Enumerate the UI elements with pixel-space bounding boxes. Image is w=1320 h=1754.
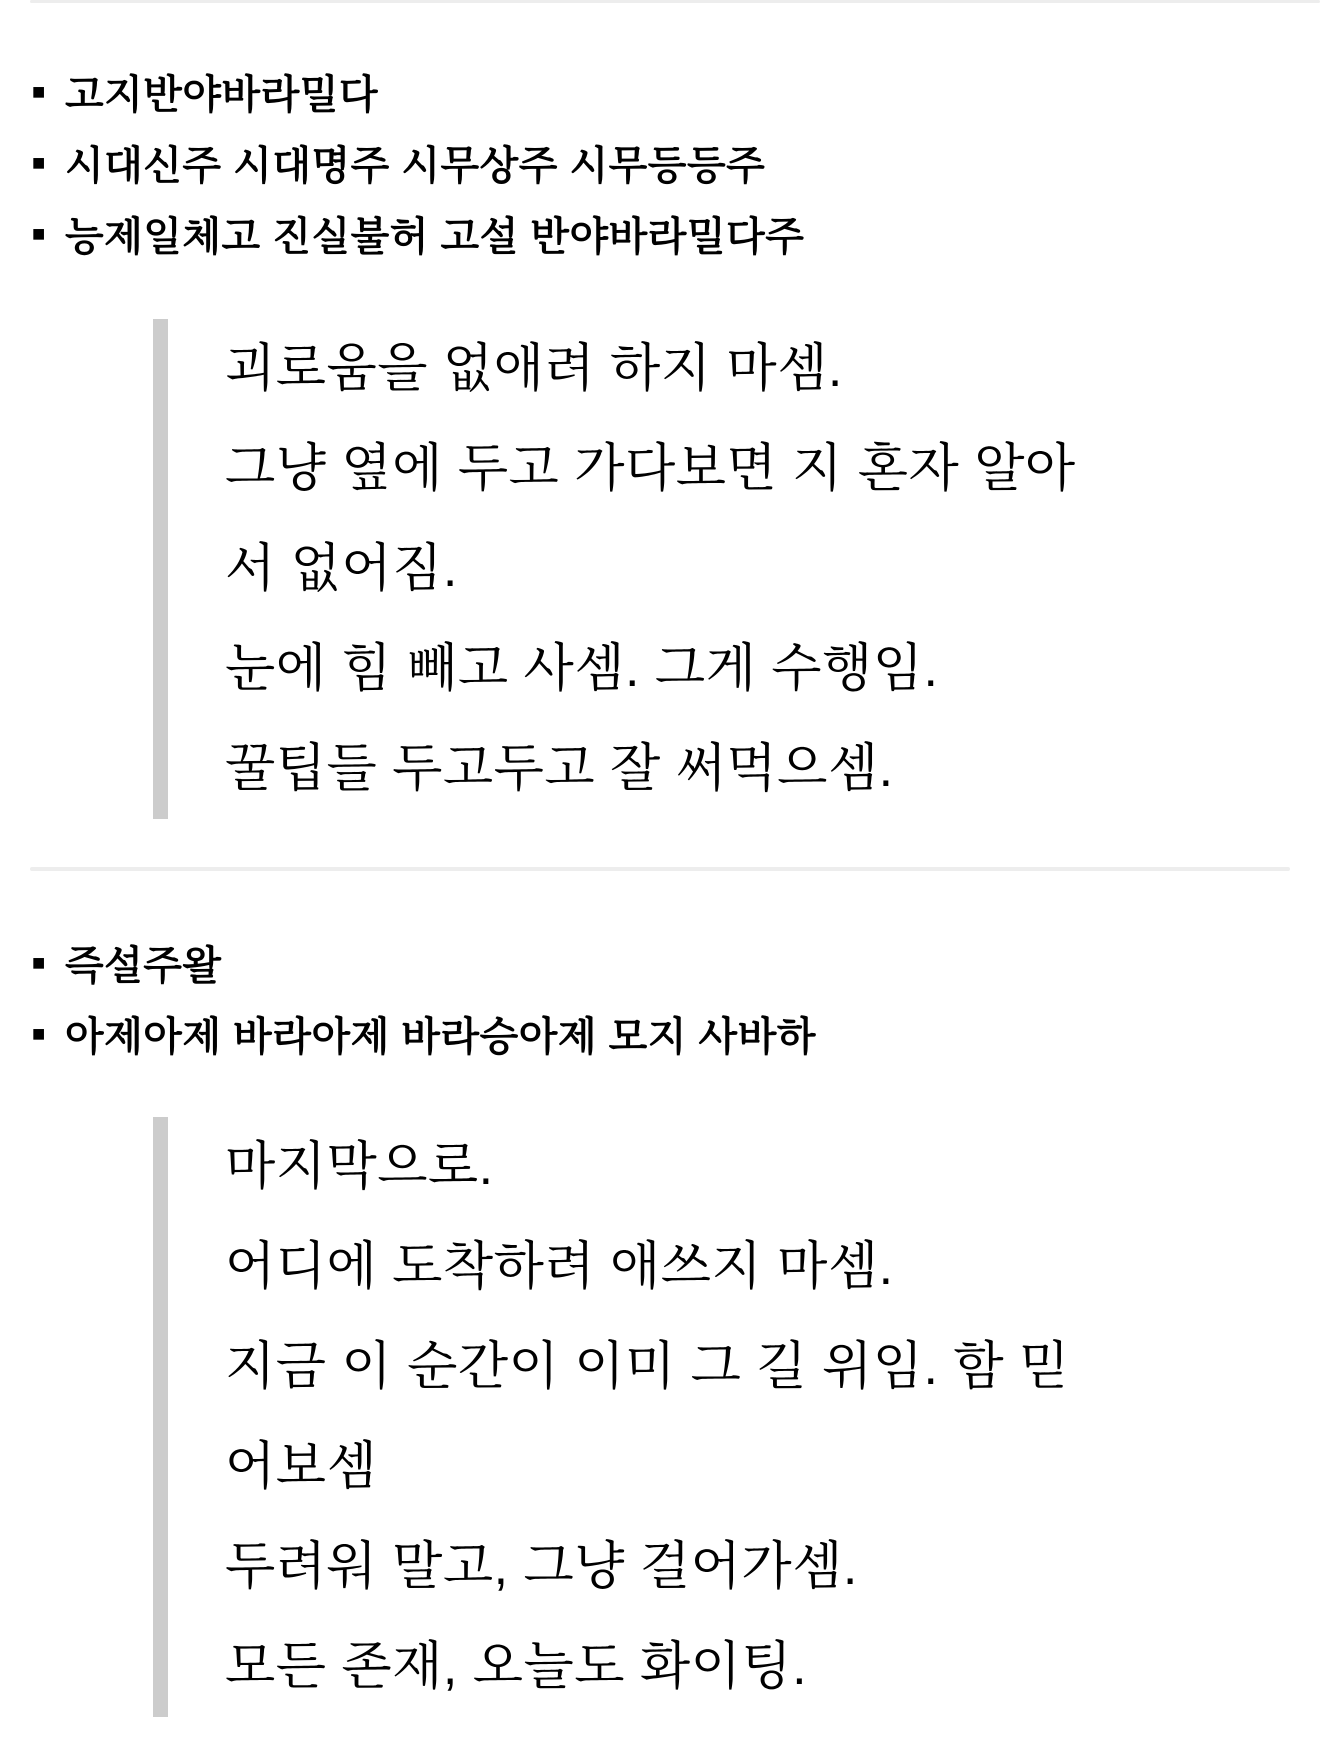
bullet-item [32, 127, 1300, 198]
quote-line: 꿀팁들 두고두고 잘 써먹으셈. [225, 740, 894, 798]
quote-line: 모든 존재, 오늘도 화이팅. [225, 1638, 808, 1696]
bullet-item [32, 198, 1300, 269]
bullet-text: 즉설주왈 [65, 944, 222, 988]
quote-line: 어보셈 [225, 1438, 378, 1496]
bullet-item [32, 56, 1300, 127]
sutra-bullet-list-1 [32, 56, 1300, 269]
quote-line: 지금 이 순간이 이미 그 길 위임. 함 믿 [225, 1338, 1070, 1396]
sutra-bullet-list-2 [32, 927, 1300, 1069]
top-divider [30, 0, 1320, 3]
quote-line: 마지막으로. [225, 1138, 494, 1196]
quote-line: 두려워 말고, 그냥 걸어가셈. [225, 1538, 858, 1596]
quote-line: 그냥 옆에 두고 가다보면 지 혼자 알아 [225, 440, 1076, 498]
quote-line: 어디에 도착하려 애쓰지 마셈. [225, 1238, 894, 1296]
bullet-item [32, 998, 1300, 1069]
square-bullet-icon: ■ [32, 149, 46, 175]
square-bullet-icon: ■ [32, 1020, 46, 1046]
bullet-item [32, 927, 1300, 998]
bullet-text: 고지반야바라밀다 [65, 73, 379, 117]
bullet-text: 시대신주 시대명주 시무상주 시무등등주 [65, 144, 766, 188]
bullet-text: 능제일체고 진실불허 고설 반야바라밀다주 [65, 215, 805, 259]
quote-line: 괴로움을 없애려 하지 마셈. [225, 340, 843, 398]
square-bullet-icon: ■ [32, 78, 46, 104]
bullet-text: 아제아제 바라아제 바라승아제 모지 사바하 [65, 1015, 816, 1059]
square-bullet-icon: ■ [32, 220, 46, 246]
square-bullet-icon: ■ [32, 949, 46, 975]
section-divider [30, 867, 1290, 871]
commentary-blockquote-1 [153, 319, 1280, 819]
commentary-blockquote-2 [153, 1117, 1280, 1717]
quote-line: 눈에 힘 빼고 사셈. 그게 수행임. [225, 640, 939, 698]
quote-line: 서 없어짐. [225, 540, 458, 598]
